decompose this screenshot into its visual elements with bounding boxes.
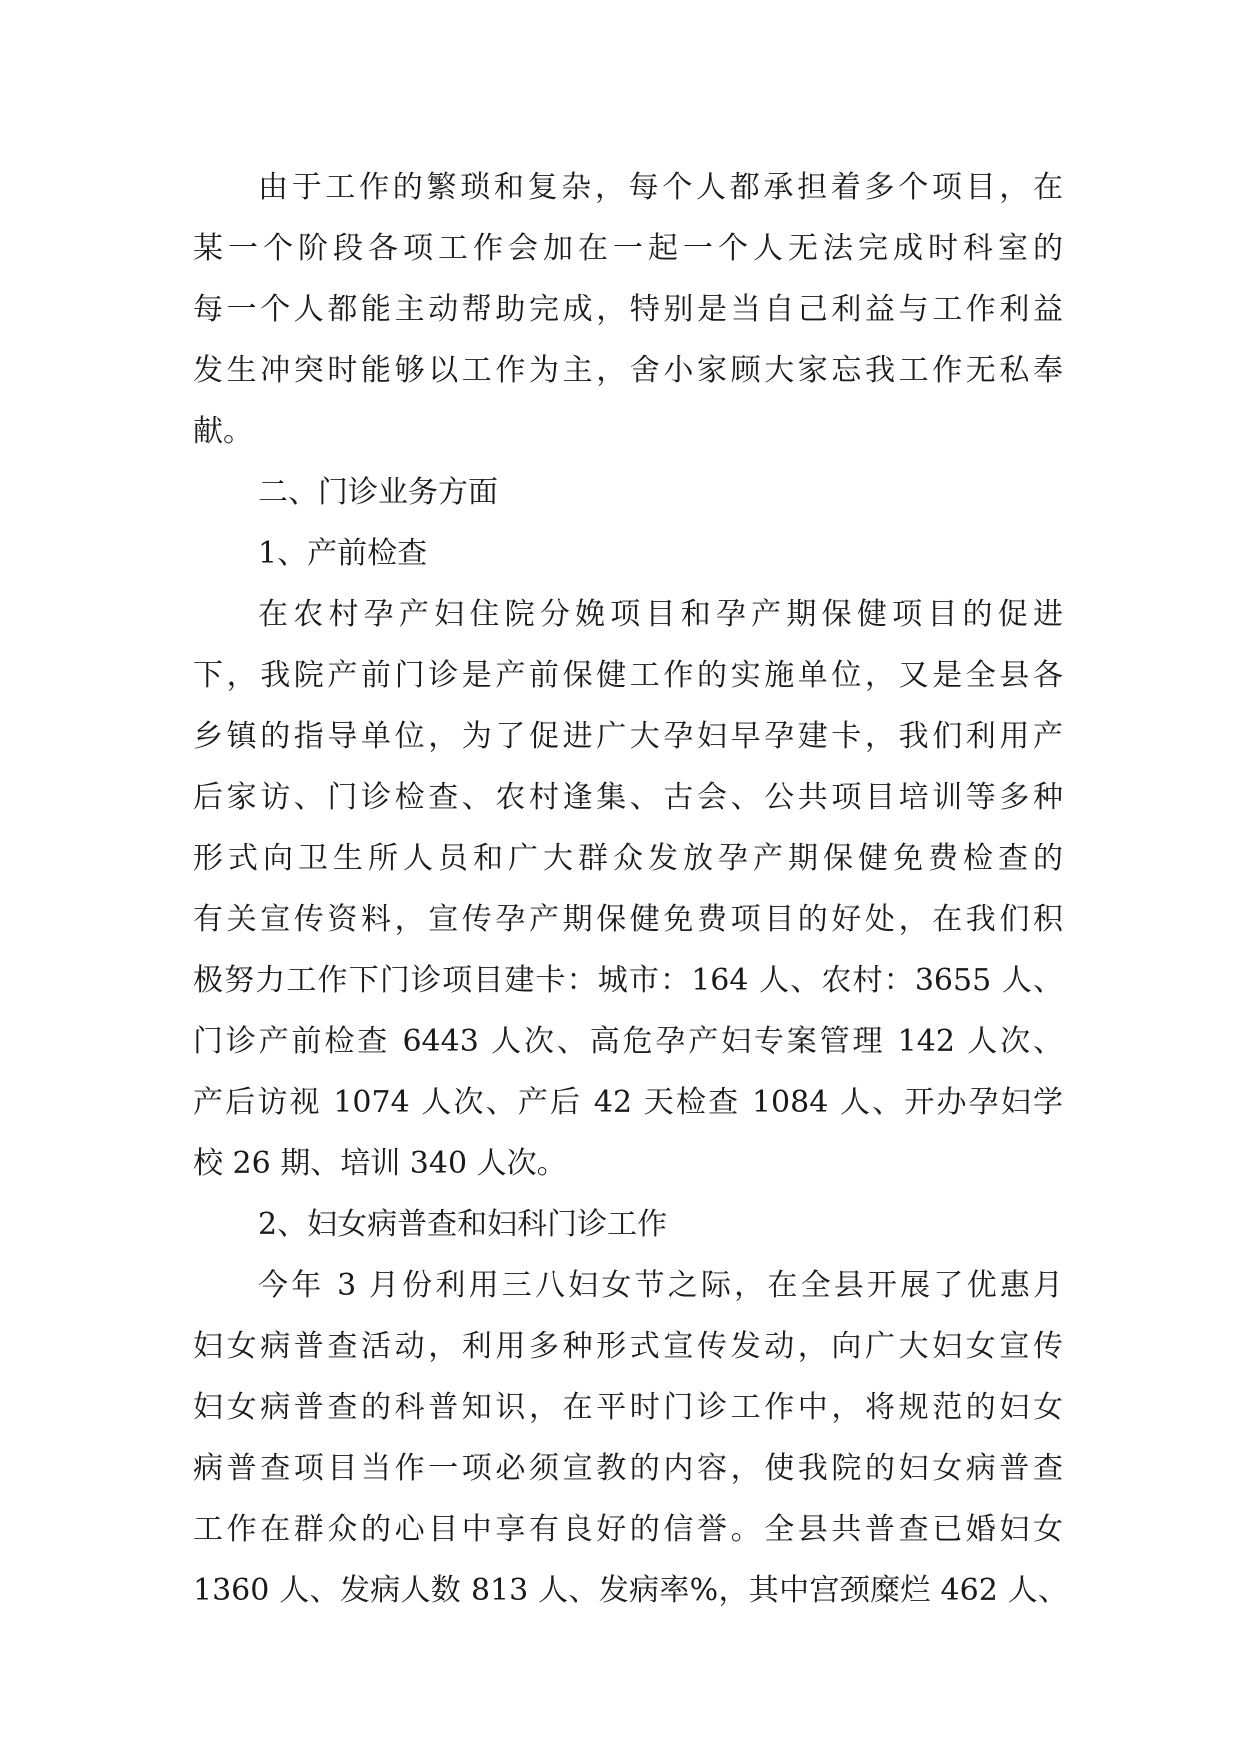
paragraph-line: 门诊产前检查 6443 人次、高危孕产妇专案管理 142 人次、 [193,1024,1063,1059]
paragraph-line: 在农村孕产妇住院分娩项目和孕产期保健项目的促进 [258,597,1063,632]
paragraph-line: 妇女病普查的科普知识，在平时门诊工作中，将规范的妇女 [193,1390,1063,1425]
paragraph-line: 形式向卫生所人员和广大群众发放孕产期保健免费检查的 [193,841,1063,876]
paragraph-line: 乡镇的指导单位，为了促进广大孕妇早孕建卡，我们利用产 [193,719,1063,754]
paragraph-line: 某一个阶段各项工作会加在一起一个人无法完成时科室的 [193,231,1063,266]
paragraph-line: 下，我院产前门诊是产前保健工作的实施单位，又是全县各 [193,658,1063,693]
paragraph-line: 校 26 期、培训 340 人次。 [193,1146,567,1181]
paragraph-line: 今年 3 月份利用三八妇女节之际，在全县开展了优惠月 [258,1268,1063,1303]
paragraph-line: 极努力工作下门诊项目建卡：城市：164 人、农村：3655 人、 [193,963,1063,998]
paragraph-line: 有关宣传资料，宣传孕产期保健免费项目的好处，在我们积 [193,902,1063,937]
paragraph-line: 1360 人、发病人数 813 人、发病率%，其中宫颈糜烂 462 人、 [193,1573,1068,1608]
section-heading: 二、门诊业务方面 [258,475,498,510]
paragraph-line: 病普查项目当作一项必须宣教的内容，使我院的妇女病普查 [193,1451,1063,1486]
paragraph-line: 工作在群众的心目中享有良好的信誉。全县共普查已婚妇女 [193,1512,1063,1547]
paragraph-line: 由于工作的繁琐和复杂，每个人都承担着多个项目，在 [258,170,1063,205]
paragraph-line: 妇女病普查活动，利用多种形式宣传发动，向广大妇女宣传 [193,1329,1063,1364]
paragraph-line: 发生冲突时能够以工作为主，舍小家顾大家忘我工作无私奉 [193,353,1063,388]
paragraph-line: 后家访、门诊检查、农村逢集、古会、公共项目培训等多种 [193,780,1063,815]
subsection-heading: 1、产前检查 [258,536,428,571]
paragraph-line: 产后访视 1074 人次、产后 42 天检查 1084 人、开办孕妇学 [193,1085,1063,1120]
subsection-heading: 2、妇女病普查和妇科门诊工作 [258,1207,668,1242]
paragraph-line: 献。 [193,414,253,449]
paragraph-line: 每一个人都能主动帮助完成，特别是当自己利益与工作利益 [193,292,1063,327]
